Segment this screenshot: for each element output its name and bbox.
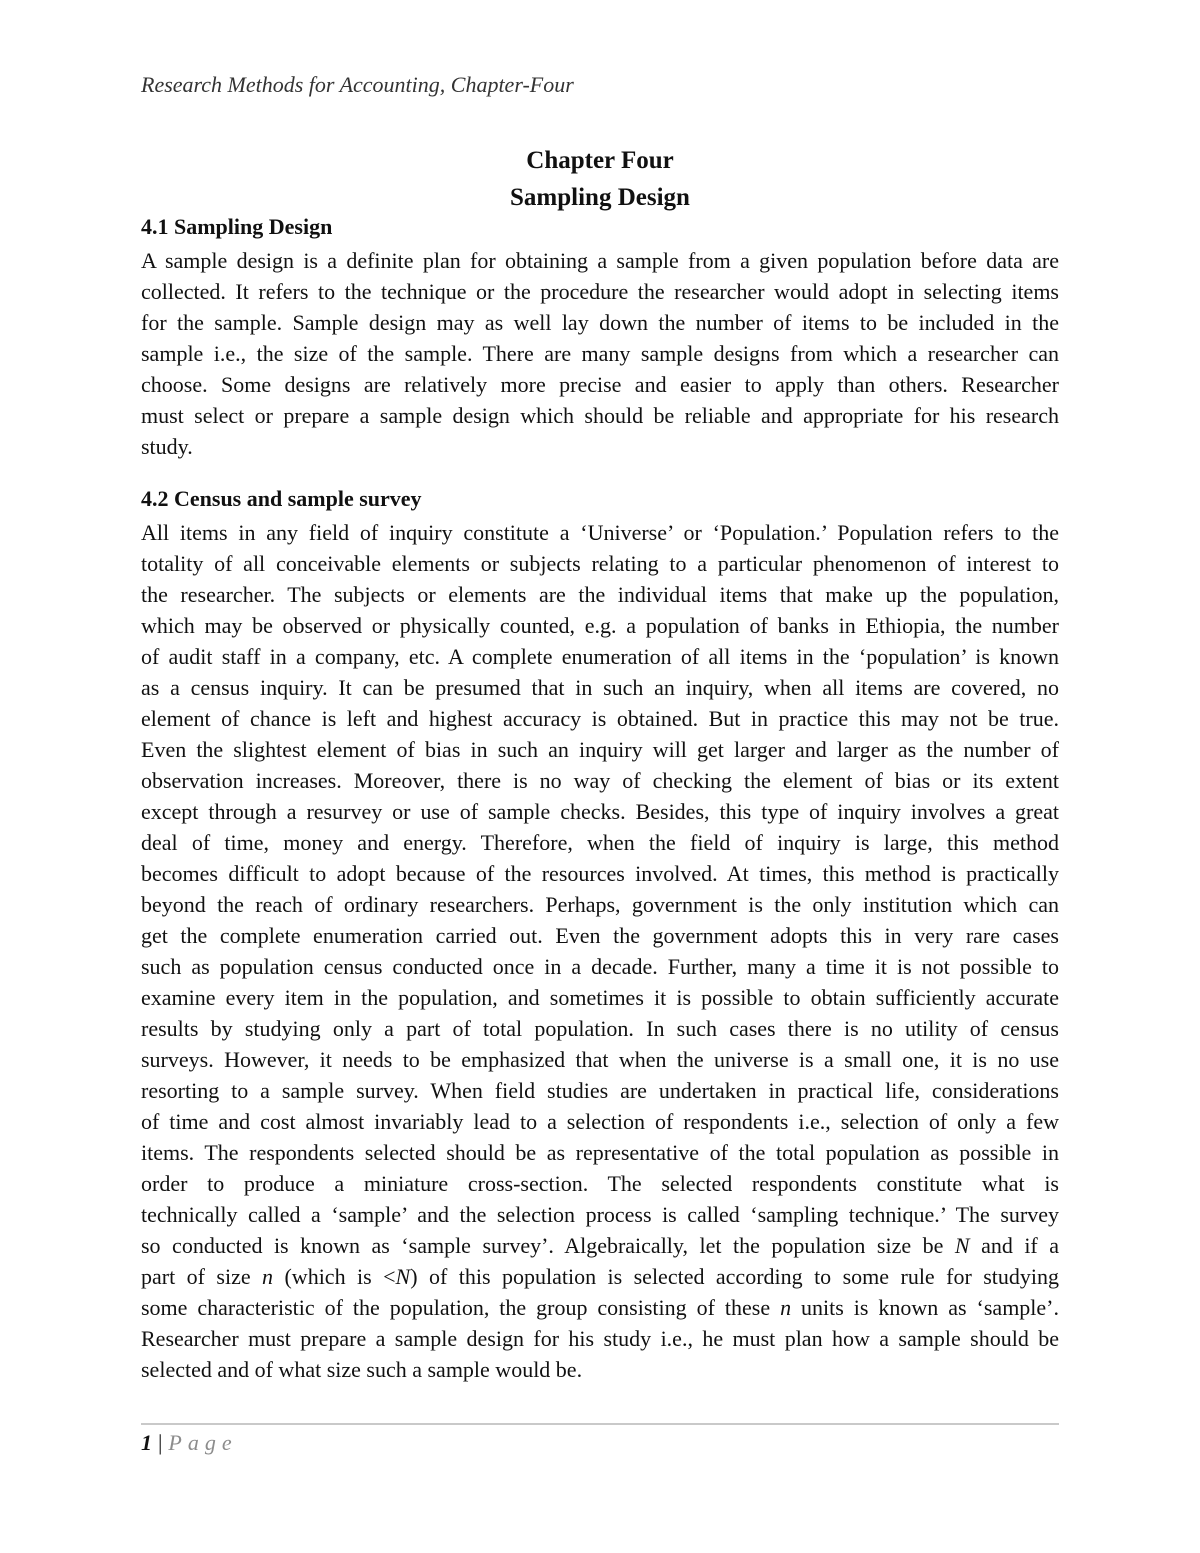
page-label: Page <box>168 1430 238 1455</box>
paragraph-line: examine every item in the population, and sometimes it is possible to obtain sufficiently accurate <box>141 985 1059 1010</box>
variable-n: n <box>780 1295 792 1320</box>
paragraph-line: surveys. However, it needs to be emphasized that when the universe is a small one, it is no use <box>141 1047 1059 1072</box>
paragraph-line <box>141 1292 1059 1323</box>
paragraph-line: beyond the reach of ordinary researchers. Perhaps, government is the only institution which can <box>141 892 1059 917</box>
paragraph-line: element of chance is left and highest accuracy is obtained. But in practice this may not be true. <box>141 706 1059 731</box>
line-text: some characteristic of the population, the group consisting of these <box>141 1295 771 1320</box>
page-number: 1 <box>141 1430 152 1455</box>
paragraph-line: get the complete enumeration carried out. Even the government adopts this in very rare cases <box>141 923 1059 948</box>
paragraph-line: must select or prepare a sample design which should be reliable and appropriate for his research <box>141 403 1059 428</box>
line-text: and if a <box>981 1233 1060 1258</box>
section-body-4-2 <box>141 517 1059 1385</box>
paragraph-line: order to produce a miniature cross-section. The selected respondents constitute what is <box>141 1171 1059 1196</box>
footer-divider <box>141 1423 1059 1425</box>
section-body-4-1 <box>141 245 1059 462</box>
paragraph-line: study. <box>141 434 193 459</box>
line-text: part of size <box>141 1264 251 1289</box>
line-text: (which is < <box>284 1264 396 1289</box>
title-block <box>141 142 1059 216</box>
paragraph-line <box>141 1230 1059 1261</box>
paragraph-line: All items in any field of inquiry constitute a ‘Universe’ or ‘Population.’ Population refers to the <box>141 520 1059 545</box>
paragraph-line: collected. It refers to the technique or the procedure the researcher would adopt in selecting items <box>141 279 1059 304</box>
paragraph-line <box>141 1261 1059 1292</box>
line-text: ) of this population is selected according to some rule for studying <box>410 1264 1060 1289</box>
paragraph-line: observation increases. Moreover, there is no way of checking the element of bias or its extent <box>141 768 1059 793</box>
paragraph-line: items. The respondents selected should be as representative of the total population as possible in <box>141 1140 1059 1165</box>
page-footer <box>141 1430 238 1456</box>
section-heading-4-1: 4.1 Sampling Design <box>141 214 333 239</box>
chapter-subtitle: Sampling Design <box>510 184 690 211</box>
paragraph-line: technically called a ‘sample’ and the selection process is called ‘sampling technique.’ The survey <box>141 1202 1059 1227</box>
paragraph-line: except through a resurvey or use of sample checks. Besides, this type of inquiry involves a great <box>141 799 1059 824</box>
paragraph-line: choose. Some designs are relatively more precise and easier to apply than others. Researcher <box>141 372 1059 397</box>
paragraph-line: for the sample. Sample design may as well lay down the number of items to be included in the <box>141 310 1059 335</box>
paragraph-line: sample i.e., the size of the sample. There are many sample designs from which a researcher can <box>141 341 1059 366</box>
paragraph-line: which may be observed or physically counted, e.g. a population of banks in Ethiopia, the number <box>141 613 1059 638</box>
section-heading-4-2: 4.2 Census and sample survey <box>141 486 422 511</box>
variable-n: n <box>262 1264 274 1289</box>
paragraph-line: results by studying only a part of total population. In such cases there is no utility of census <box>141 1016 1059 1041</box>
running-header: Research Methods for Accounting, Chapter-Four <box>141 72 574 97</box>
paragraph-line: of audit staff in a company, etc. A complete enumeration of all items in the ‘population’ is known <box>141 644 1059 669</box>
variable-N: N <box>954 1233 970 1258</box>
paragraph-line: resorting to a sample survey. When field studies are undertaken in practical life, considerations <box>141 1078 1059 1103</box>
paragraph-line: the researcher. The subjects or elements are the individual items that make up the population, <box>141 582 1059 607</box>
line-text: so conducted is known as ‘sample survey’. Algebraically, let the population size be <box>141 1233 944 1258</box>
footer-separator: | <box>158 1430 163 1455</box>
paragraph-line: as a census inquiry. It can be presumed that in such an inquiry, when all items are covered, no <box>141 675 1059 700</box>
line-text: units is known as ‘sample’. <box>801 1295 1060 1320</box>
paragraph-line: becomes difficult to adopt because of the resources involved. At times, this method is practically <box>141 861 1059 886</box>
paragraph-line: of time and cost almost invariably lead to a selection of respondents i.e., selection of only a few <box>141 1109 1059 1134</box>
chapter-title: Chapter Four <box>526 147 674 174</box>
paragraph-line: Researcher must prepare a sample design for his study i.e., he must plan how a sample should be <box>141 1326 1059 1351</box>
paragraph-line: Even the slightest element of bias in such an inquiry will get larger and larger as the number of <box>141 737 1059 762</box>
paragraph-line: such as population census conducted once in a decade. Further, many a time it is not possible to <box>141 954 1059 979</box>
paragraph-line: selected and of what size such a sample would be. <box>141 1357 583 1382</box>
paragraph-line: totality of all conceivable elements or subjects relating to a particular phenomenon of interest to <box>141 551 1059 576</box>
paragraph-line: A sample design is a definite plan for obtaining a sample from a given population before data are <box>141 248 1059 273</box>
paragraph-line: deal of time, money and energy. Therefore, when the field of inquiry is large, this method <box>141 830 1059 855</box>
variable-N: N <box>395 1264 411 1289</box>
